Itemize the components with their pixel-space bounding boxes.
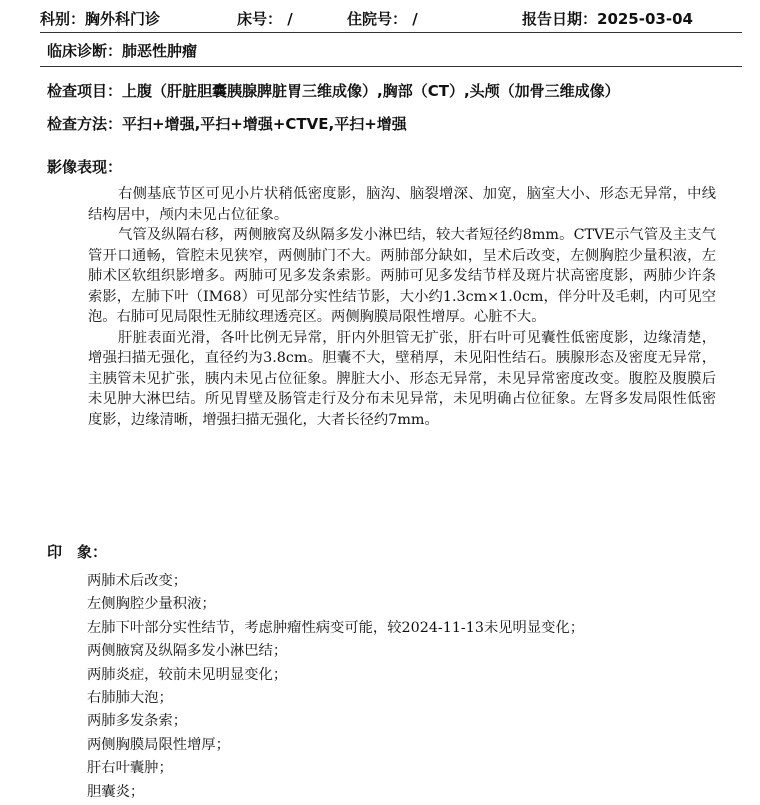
exam-items: 检查项目：上腹（肝脏胆囊胰腺脾脏胃三维成像）,胸部（CT）,头颅（加骨三维成像） bbox=[47, 82, 620, 100]
impression-list bbox=[87, 570, 584, 804]
impression-item: 左侧胸腔少量积液； bbox=[87, 596, 216, 613]
report-header-row bbox=[40, 4, 750, 30]
impression-item: 胆囊炎； bbox=[87, 783, 145, 800]
findings-paragraph-chest: 气管及纵隔右移，两侧腋窝及纵隔多发小淋巴结，较大者短径约8mm。CTVE示气管及主支气管开口通畅，管腔未见狭窄，两侧肺门不大。两肺部分缺如，呈术后改变，左侧胸腔少量积液，左肺术区软组织影增多。两肺可见多发条索影。两肺可见多发结节样及斑片状高密度影，两肺少许条索影，左肺下叶（IM68）可见部分实性结节影，大小约1.3cm×1.0cm，伴分叶及毛刺，内可见空泡。右肺可见局限性无肺纹理透亮区。两侧胸膜局限性增厚。心脏不大。 bbox=[88, 227, 716, 325]
impression-item: 两肺多发条索； bbox=[87, 713, 188, 730]
department: 科别：胸外科门诊 bbox=[40, 10, 161, 28]
exam-method: 检查方法：平扫+增强,平扫+增强+CTVE,平扫+增强 bbox=[47, 115, 407, 133]
clinical-diagnosis: 临床诊断：肺恶性肿瘤 bbox=[47, 42, 198, 60]
bed-number: 床号： / bbox=[237, 10, 293, 28]
impression-heading: 印 象： bbox=[47, 543, 108, 561]
admission-number: 住院号： / bbox=[347, 10, 418, 28]
impression-item: 左肺下叶部分实性结节，考虑肿瘤性病变可能，较2024-11-13未见明显变化； bbox=[87, 619, 585, 636]
impression-item: 两肺炎症，较前未见明显变化； bbox=[87, 666, 288, 683]
impression-item: 右肺肺大泡； bbox=[87, 690, 173, 707]
header-divider bbox=[40, 32, 742, 33]
findings-paragraph-abdomen: 肝脏表面光滑，各叶比例无异常，肝内外胆管无扩张，肝右叶可见囊性低密度影，边缘清楚，增强扫描无强化，直径约为3.8cm。胆囊不大，壁稍厚，未见阳性结石。胰腺形态及密度无异常，主胰管未见扩张，胰内未见占位征象。脾脏大小、形态无异常，未见异常密度改变。腹腔及腹膜后未见肿大淋巴结。所见胃壁及肠管走行及分布未见异常，未见明确占位征象。左肾多发局限性低密度影，边缘清晰，增强扫描无强化，大者长径约7mm。 bbox=[88, 329, 716, 428]
findings-section bbox=[88, 184, 716, 430]
report-date: 报告日期：2025-03-04 bbox=[522, 10, 693, 28]
impression-item: 肝右叶囊肿； bbox=[87, 760, 173, 777]
impression-item: 两侧胸膜局限性增厚； bbox=[87, 736, 230, 753]
findings-paragraph-brain: 右侧基底节区可见小片状稍低密度影，脑沟、脑裂增深、加宽，脑室大小、形态无异常，中线结构居中，颅内未见占位征象。 bbox=[88, 186, 716, 223]
diagnosis-divider bbox=[40, 66, 742, 67]
impression-item: 两肺术后改变； bbox=[87, 573, 188, 589]
findings-heading: 影像表现： bbox=[47, 158, 123, 176]
impression-item: 两侧腋窝及纵隔多发小淋巴结； bbox=[87, 643, 288, 660]
